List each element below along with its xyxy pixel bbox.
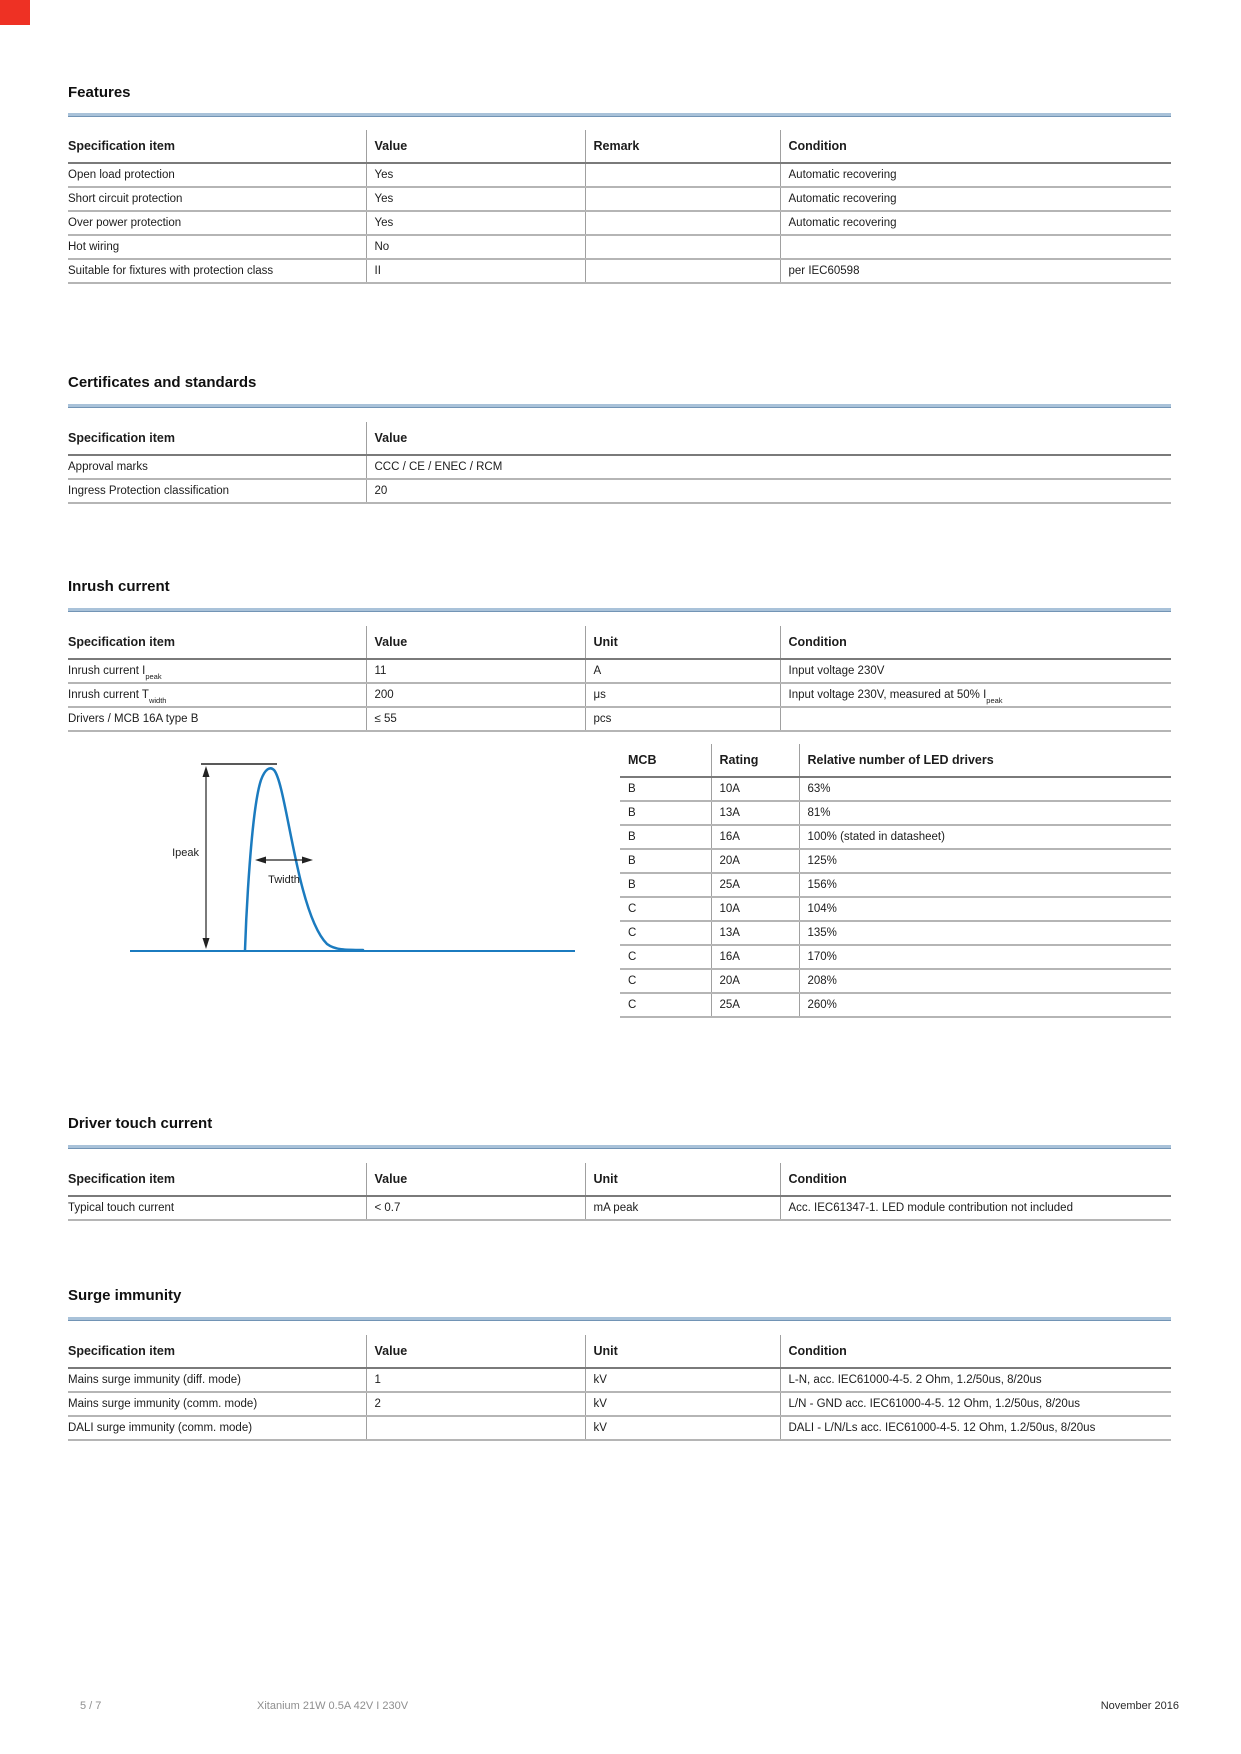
cell: DALI surge immunity (comm. mode) [68,1416,366,1440]
cell: 260% [799,993,1171,1017]
column-header: Condition [780,130,1171,163]
column-header: Value [366,1335,585,1368]
cell: Yes [366,163,585,187]
header-row [68,1163,1171,1196]
cell: Approval marks [68,455,366,479]
section-heading-inrush: Inrush current [68,578,170,595]
table-row [620,825,1171,849]
cell [585,187,780,211]
cell: Typical touch current [68,1196,366,1220]
cell: 1 [366,1368,585,1392]
column-header: Specification item [68,1163,366,1196]
cell: 156% [799,873,1171,897]
section-rule [68,404,1171,408]
column-header: Condition [780,1335,1171,1368]
ipeak-label: Ipeak [172,847,199,859]
column-header: Rating [711,744,799,777]
column-header: Condition [780,1163,1171,1196]
spec-label: Inrush current T [68,689,149,701]
column-header: Remark [585,130,780,163]
table-row [68,1368,1171,1392]
subscript: peak [145,672,162,682]
cell: per IEC60598 [780,259,1171,283]
cell: C [620,921,711,945]
table-row [620,921,1171,945]
cell [68,659,366,683]
table-row [620,969,1171,993]
cell: 25A [711,993,799,1017]
table-row [68,707,1171,731]
header-row [68,130,1171,163]
cell: 200 [366,683,585,707]
table-row [68,259,1171,283]
cell: C [620,993,711,1017]
column-header: Specification item [68,1335,366,1368]
cell: ≤ 55 [366,707,585,731]
cell: C [620,969,711,993]
inrush-table [68,626,1171,732]
cell: pcs [585,707,780,731]
cell: Yes [366,211,585,235]
cell: Acc. IEC61347-1. LED module contribution not included [780,1196,1171,1220]
cell: Hot wiring [68,235,366,259]
cell: B [620,801,711,825]
table-row [68,211,1171,235]
cell: B [620,849,711,873]
cell: No [366,235,585,259]
section-heading-certificates: Certificates and standards [68,374,257,391]
cell: 13A [711,921,799,945]
cell: Ingress Protection classification [68,479,366,503]
column-header: Unit [585,626,780,659]
cell: 170% [799,945,1171,969]
section-rule [68,608,1171,612]
cell: B [620,777,711,801]
footer-page-number: 5 / 7 [80,1700,102,1712]
section-rule [68,1145,1171,1149]
twidth-label: Twidth [268,874,300,886]
cell: 10A [711,777,799,801]
arrowhead-down [203,938,210,949]
cell: 13A [711,801,799,825]
cell: A [585,659,780,683]
cell: mA peak [585,1196,780,1220]
cell: Open load protection [68,163,366,187]
header-row [68,1335,1171,1368]
cell: DALI - L/N/Ls acc. IEC61000-4-5. 12 Ohm, 1.2/50us, 8/20us [780,1416,1171,1440]
cell: < 0.7 [366,1196,585,1220]
cell: 25A [711,873,799,897]
section-rule [68,1317,1171,1321]
arrowhead-right [302,857,313,864]
column-header: Unit [585,1163,780,1196]
cell: Short circuit protection [68,187,366,211]
table-row [68,1416,1171,1440]
cell: C [620,897,711,921]
cell: kV [585,1416,780,1440]
section-heading-surge: Surge immunity [68,1287,182,1304]
cell: 20 [366,479,1171,503]
column-header: Unit [585,1335,780,1368]
table-row [620,993,1171,1017]
footer-product-name: Xitanium 21W 0.5A 42V I 230V [257,1700,409,1712]
column-header: Specification item [68,422,366,455]
cell: CCC / CE / ENEC / RCM [366,455,1171,479]
cell: Automatic recovering [780,187,1171,211]
cell: 135% [799,921,1171,945]
cell: Mains surge immunity (comm. mode) [68,1392,366,1416]
table-row [68,235,1171,259]
inrush-pulse-diagram [113,740,593,970]
header-row [68,626,1171,659]
cell: kV [585,1392,780,1416]
cell [780,659,1171,683]
cell: kV [585,1368,780,1392]
cell: 10A [711,897,799,921]
cell: Automatic recovering [780,211,1171,235]
arrowhead-left [255,857,266,864]
cell [585,163,780,187]
subscript: peak [986,696,1003,706]
cell: Mains surge immunity (diff. mode) [68,1368,366,1392]
cell: L-N, acc. IEC61000-4-5. 2 Ohm, 1.2/50us, 8/20us [780,1368,1171,1392]
cell [366,1416,585,1440]
cell: μs [585,683,780,707]
cell: B [620,873,711,897]
condition-text: Input voltage 230V, measured at 50% I [788,689,987,701]
cell: 2 [366,1392,585,1416]
table-row [620,777,1171,801]
page-corner-marker [0,0,30,25]
table-row [620,873,1171,897]
spec-label: Drivers / MCB 16A type B [68,713,199,725]
table-row [620,897,1171,921]
arrowhead-up [203,766,210,777]
cell: 11 [366,659,585,683]
column-header: Relative number of LED drivers [799,744,1171,777]
cell [780,707,1171,731]
cell: 125% [799,849,1171,873]
table-row [68,683,1171,707]
touch-table [68,1163,1171,1221]
cell: Over power protection [68,211,366,235]
column-header: Value [366,626,585,659]
cell [68,707,366,731]
cell: 20A [711,969,799,993]
table-row [68,163,1171,187]
table-row [620,801,1171,825]
section-heading-touch: Driver touch current [68,1115,213,1132]
table-row [620,849,1171,873]
header-row [68,422,1171,455]
surge-table [68,1335,1171,1441]
cell: 104% [799,897,1171,921]
mcb-table [620,744,1171,1018]
cell: 100% (stated in datasheet) [799,825,1171,849]
column-header: Specification item [68,626,366,659]
column-header: Specification item [68,130,366,163]
cell: Automatic recovering [780,163,1171,187]
certificates-table [68,422,1171,504]
column-header: Value [366,422,1171,455]
column-header: Condition [780,626,1171,659]
cell: 16A [711,945,799,969]
column-header: Value [366,130,585,163]
table-row [68,659,1171,683]
cell [585,259,780,283]
cell [780,235,1171,259]
cell: 63% [799,777,1171,801]
header-row [620,744,1171,777]
condition-text: Input voltage 230V [788,665,885,677]
table-row [68,479,1171,503]
cell [780,683,1171,707]
subscript: width [148,696,167,706]
cell: Suitable for fixtures with protection class [68,259,366,283]
column-header: Value [366,1163,585,1196]
footer-date: November 2016 [1100,1700,1179,1712]
cell [585,235,780,259]
cell [68,683,366,707]
section-rule [68,113,1171,117]
cell [585,211,780,235]
table-row [68,455,1171,479]
section-heading-features: Features [68,84,131,101]
cell: B [620,825,711,849]
spec-label: Inrush current I [68,665,146,677]
table-row [620,945,1171,969]
table-row [68,1392,1171,1416]
table-row [68,1196,1171,1220]
cell: 20A [711,849,799,873]
cell: C [620,945,711,969]
cell: 16A [711,825,799,849]
cell: 81% [799,801,1171,825]
cell: II [366,259,585,283]
cell: L/N - GND acc. IEC61000-4-5. 12 Ohm, 1.2/50us, 8/20us [780,1392,1171,1416]
column-header: MCB [620,744,711,777]
cell: Yes [366,187,585,211]
cell: 208% [799,969,1171,993]
features-table [68,130,1171,284]
table-row [68,187,1171,211]
